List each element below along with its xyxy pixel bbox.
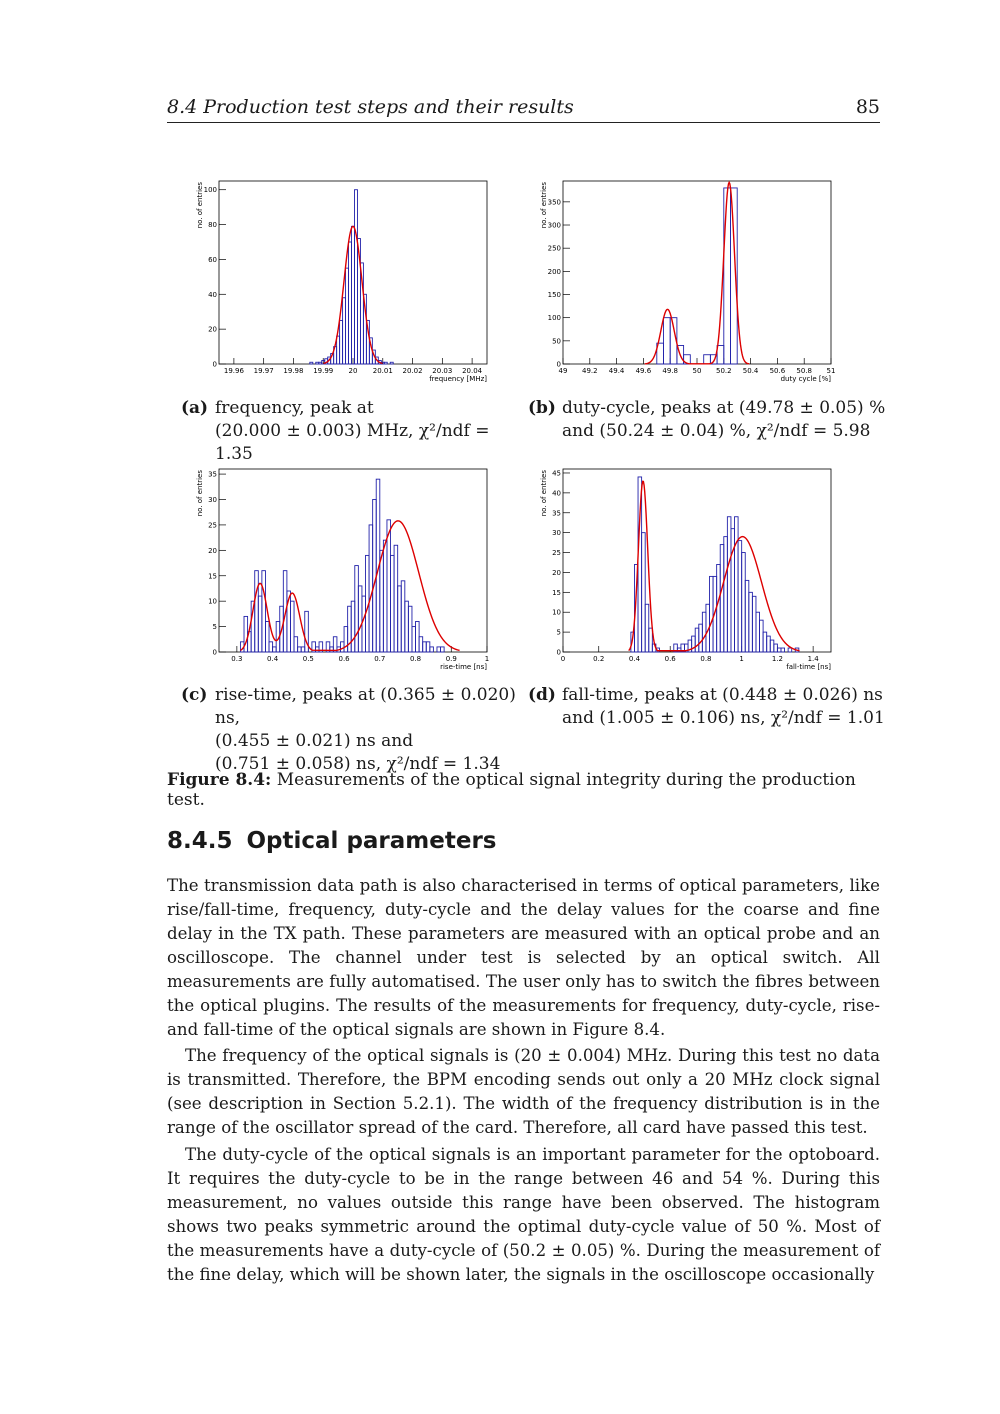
histogram-bin — [355, 566, 359, 652]
y-tick-label: 20 — [552, 568, 561, 577]
running-head: 8.4 Production test steps and their results — [167, 96, 574, 118]
histogram-bin — [401, 581, 405, 652]
x-tick-label: 0.5 — [302, 655, 314, 663]
x-tick-label: 0.6 — [664, 655, 676, 663]
fit-curve — [240, 521, 459, 651]
x-tick-label: 0.7 — [374, 655, 386, 663]
histogram-bin — [749, 592, 753, 652]
fit-curve — [645, 182, 750, 363]
x-tick-label: 0.6 — [338, 655, 350, 663]
y-tick-label: 10 — [208, 597, 217, 606]
histogram-bin — [301, 647, 305, 652]
x-tick-label: 20.03 — [432, 367, 453, 375]
histogram-bin — [416, 622, 420, 653]
histogram-bin — [727, 517, 731, 652]
x-axis-label: frequency [MHz] — [429, 375, 487, 383]
y-tick-label: 45 — [552, 469, 561, 478]
x-tick-label: 50.2 — [716, 367, 732, 375]
x-tick-label: 20.02 — [402, 367, 423, 375]
histogram-bin — [273, 647, 277, 652]
caption-line: frequency, peak at — [215, 398, 374, 418]
histogram-bin — [717, 345, 724, 364]
y-tick-label: 0 — [212, 360, 217, 369]
histogram-bins — [310, 190, 393, 364]
histogram-bin — [770, 640, 774, 652]
x-tick-label: 0 — [560, 655, 566, 663]
caption-a — [181, 397, 521, 464]
histogram-bin — [441, 647, 445, 652]
y-tick-label: 25 — [208, 521, 217, 530]
x-axis-label: duty cycle [%] — [780, 375, 831, 383]
histogram-bin — [290, 601, 294, 652]
x-tick-label: 0.4 — [267, 655, 279, 663]
y-axis-label: no. of entries — [540, 182, 548, 229]
y-tick-label: 100 — [203, 186, 217, 195]
y-tick-label: 40 — [208, 290, 217, 299]
y-tick-label: 350 — [547, 198, 561, 207]
histogram-bin — [437, 647, 441, 652]
histogram-bin — [262, 571, 266, 652]
histogram-bin — [738, 541, 742, 652]
fit-curve — [629, 481, 800, 650]
y-tick-label: 25 — [552, 549, 561, 558]
histogram-bin — [756, 612, 760, 652]
histogram-bin — [358, 586, 362, 652]
y-tick-label: 15 — [552, 588, 561, 597]
histogram-bin — [298, 647, 302, 652]
histogram-bin — [742, 553, 746, 652]
x-tick-label: 50.8 — [796, 367, 812, 375]
histogram-bin — [394, 545, 398, 652]
y-tick-label: 10 — [552, 608, 561, 617]
x-tick-label: 50 — [692, 367, 702, 375]
caption-line: fall-time, peaks at (0.448 ± 0.026) ns — [562, 685, 883, 705]
y-tick-label: 0 — [556, 360, 561, 369]
y-tick-label: 250 — [547, 244, 561, 253]
page-header — [167, 94, 880, 123]
y-tick-label: 100 — [547, 314, 561, 323]
section-number: 8.4.5 — [167, 828, 233, 854]
x-tick-label: 49.4 — [608, 367, 625, 375]
histogram-bin — [380, 550, 384, 652]
y-tick-label: 80 — [208, 221, 217, 230]
paragraph: The frequency of the optical signals is (20 ± 0.004) MHz. During this test no data is transmitted. Therefore, the BPM encoding sends out only a 20 MHz clock signal (see description in Section 5.2.1). The width of the frequency distribution is in the range of the oscillator spread of the card. Therefore, all card have passed this test. — [167, 1046, 880, 1137]
y-tick-label: 150 — [547, 291, 561, 300]
x-tick-label: 0.8 — [409, 655, 422, 663]
x-tick-label: 0.9 — [445, 655, 457, 663]
histogram-bin — [735, 517, 739, 652]
y-tick-label: 30 — [552, 529, 561, 538]
y-tick-label: 5 — [556, 628, 561, 637]
x-tick-label: 50.4 — [742, 367, 759, 375]
figure-caption — [167, 770, 880, 810]
x-tick-label: 0.8 — [700, 655, 712, 663]
caption-line: and (1.005 ± 0.106) ns, χ²/ndf = 1.01 — [562, 708, 885, 728]
plot-frame — [563, 181, 831, 364]
y-tick-label: 30 — [208, 496, 217, 504]
histogram-bin — [717, 564, 721, 652]
histogram-bin — [384, 362, 387, 364]
histogram-bin — [265, 622, 269, 653]
caption-label: (c) — [181, 685, 208, 705]
y-tick-label: 40 — [552, 489, 561, 498]
histogram-rise-time — [193, 464, 498, 674]
histogram-bin — [430, 647, 434, 652]
histogram-bin — [315, 647, 319, 652]
figure-label: Figure 8.4: — [167, 770, 272, 790]
caption-line: duty-cycle, peaks at (49.78 ± 0.05) % — [562, 398, 886, 418]
y-tick-label: 20 — [208, 546, 217, 555]
histogram-bin — [258, 596, 262, 652]
y-tick-label: 0 — [556, 648, 561, 657]
histogram-bin — [255, 571, 259, 652]
histogram-bin — [419, 637, 423, 652]
histogram-bin — [724, 537, 728, 652]
y-tick-label: 15 — [208, 572, 217, 581]
y-tick-label: 20 — [208, 325, 217, 334]
histogram-bin — [390, 362, 393, 364]
histogram-bin — [724, 188, 731, 364]
histogram-bins — [240, 479, 444, 652]
histogram-duty-cycle — [537, 176, 842, 386]
x-tick-label: 49.6 — [635, 367, 652, 375]
histogram-bin — [310, 362, 313, 364]
histogram-bin — [369, 525, 373, 652]
x-tick-label: 49.8 — [662, 367, 678, 375]
histogram-bin — [412, 627, 416, 652]
x-tick-label: 49 — [558, 367, 568, 375]
histogram-bin — [398, 586, 402, 652]
x-tick-label: 1.4 — [807, 655, 819, 663]
figure-text: Measurements of the optical signal integrity during the production test. — [167, 770, 856, 810]
x-axis-label: fall-time [ns] — [786, 663, 831, 671]
caption-line: (20.000 ± 0.003) MHz, χ²/ndf = 1.35 — [215, 421, 490, 464]
histogram-bin — [664, 318, 671, 364]
section-title: Optical parameters — [246, 828, 497, 854]
x-axis-label: rise-time [ns] — [440, 663, 487, 671]
section-heading — [167, 828, 510, 854]
x-tick-label: 1 — [484, 655, 490, 663]
histogram-bin — [699, 624, 703, 652]
caption-label: (d) — [528, 685, 556, 705]
histogram-bin — [774, 644, 778, 652]
histogram-bin — [330, 647, 334, 652]
caption-label: (b) — [528, 398, 556, 418]
histogram-bin — [408, 606, 412, 652]
histogram-bin — [405, 601, 409, 652]
paragraph: The duty-cycle of the optical signals is an important parameter for the optoboard. It requires the duty-cycle to be in the range between 46 and 54 %. During this measurement, no values outside this range have been observed. The histogram shows two peaks symmetric around the optimal duty-cycle value of 50 %. Most of the measurements have a duty-cycle of (50.2 ± 0.05) %. During the measurement of the fine delay, which will be shown later, the signals in the oscilloscope occasionally — [167, 1145, 880, 1284]
histogram-bin — [720, 545, 724, 652]
y-tick-label: 35 — [552, 509, 561, 518]
page-number: 85 — [855, 96, 880, 118]
histogram-bin — [695, 628, 699, 652]
histogram-bin — [704, 355, 711, 364]
y-tick-label: 300 — [547, 221, 561, 230]
caption-b — [528, 397, 888, 445]
histogram-bin — [344, 627, 348, 652]
histogram-bin — [294, 637, 298, 652]
histogram-bin — [645, 604, 649, 652]
histogram-bin — [423, 642, 427, 652]
histogram-bin — [362, 596, 366, 652]
caption-d — [528, 684, 888, 732]
caption-line: (0.455 ± 0.021) ns and — [215, 731, 414, 751]
x-tick-label: 49.2 — [582, 367, 598, 375]
caption-label: (a) — [181, 398, 209, 418]
histogram-bin — [692, 636, 696, 652]
x-tick-label: 20.01 — [372, 367, 393, 375]
y-axis-label: no. of entries — [540, 470, 548, 517]
histogram-bin — [788, 648, 792, 652]
histogram-bin — [387, 520, 391, 652]
histogram-fall-time — [537, 464, 842, 674]
x-tick-label: 1.2 — [771, 655, 783, 663]
caption-c — [181, 684, 526, 774]
paragraph: The transmission data path is also characterised in terms of optical parameters, like rise/fall-time, frequency, duty-cycle and the delay values for the coarse and fine delay in the TX path. These parameters are measured with an optical probe and an oscilloscope. The channel under test is selected by an optical switch. All measurements are fully automatised. The user only has to switch the fibres between the optical plugins. The results of the measurements for frequency, duty-cycle, rise- and fall-time of the optical signals are shown in Figure 8.4. — [167, 876, 880, 1039]
y-tick-label: 0 — [212, 648, 217, 657]
histogram-bin — [745, 580, 749, 652]
y-tick-label: 5 — [212, 623, 217, 632]
caption-line: rise-time, peaks at (0.365 ± 0.020) ns, — [215, 685, 516, 728]
histogram-bin — [351, 601, 355, 652]
y-tick-label: 50 — [552, 337, 561, 346]
x-tick-label: 1 — [739, 655, 744, 663]
plot-frame — [563, 469, 831, 652]
histogram-bin — [391, 555, 395, 652]
histogram-bin — [763, 632, 767, 652]
x-tick-label: 19.98 — [283, 367, 304, 375]
caption-line: (0.751 ± 0.058) ns, χ²/ndf = 1.34 — [215, 754, 501, 774]
histogram-bin — [373, 500, 377, 653]
x-tick-label: 0.2 — [593, 655, 605, 663]
histogram-bins — [631, 477, 799, 652]
y-axis-label: no. of entries — [196, 182, 204, 229]
y-tick-label: 60 — [208, 255, 217, 264]
x-tick-label: 51 — [826, 367, 836, 375]
y-tick-label: 35 — [208, 470, 217, 479]
plot-frame — [219, 469, 487, 652]
histogram-bin — [642, 533, 646, 652]
histogram-bin — [760, 620, 764, 652]
histogram-bin — [383, 540, 387, 652]
y-tick-label: 200 — [547, 267, 561, 276]
histogram-bin — [767, 636, 771, 652]
x-tick-label: 0.4 — [628, 655, 641, 663]
histogram-bin — [777, 648, 781, 652]
x-tick-label: 19.97 — [253, 367, 274, 375]
y-axis-label: no. of entries — [196, 470, 204, 517]
x-tick-label: 20 — [348, 367, 358, 375]
x-tick-label: 0.3 — [231, 655, 243, 663]
histogram-frequency — [193, 176, 498, 386]
histogram-bin — [269, 642, 273, 652]
histogram-bin — [710, 576, 714, 652]
histogram-bin — [426, 642, 430, 652]
histogram-bin — [702, 612, 706, 652]
histogram-bin — [340, 642, 344, 652]
x-tick-label: 50.6 — [769, 367, 786, 375]
histogram-bin — [781, 648, 785, 652]
caption-line: and (50.24 ± 0.04) %, χ²/ndf = 5.98 — [562, 421, 871, 441]
x-tick-label: 19.99 — [313, 367, 334, 375]
x-tick-label: 20.04 — [462, 367, 483, 375]
histogram-bin — [649, 628, 653, 652]
histogram-bin — [752, 596, 756, 652]
fit-curve — [324, 226, 383, 363]
plot-frame — [219, 181, 487, 364]
x-tick-label: 19.96 — [223, 367, 244, 375]
